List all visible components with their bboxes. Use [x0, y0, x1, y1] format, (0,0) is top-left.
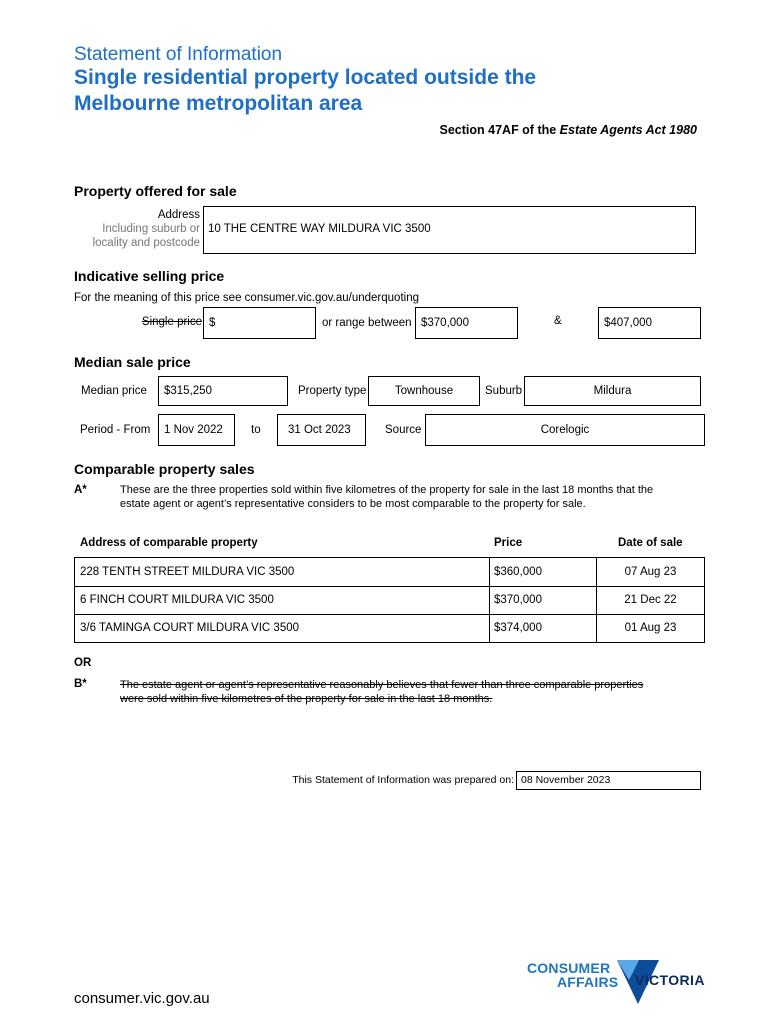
- suburb-value: Mildura: [593, 385, 632, 397]
- single-price-field[interactable]: [203, 307, 316, 339]
- source-value: Corelogic: [540, 424, 590, 436]
- period-to-label: to: [251, 424, 261, 436]
- single-price-value: $: [209, 317, 216, 329]
- option-b-text-line2: were sold within five kilometres of the property for sale in the last 18 months.: [120, 693, 493, 705]
- table-row: [75, 614, 704, 642]
- period-to-field[interactable]: [277, 414, 366, 446]
- row-price: $370,000: [494, 594, 542, 606]
- range-high-field[interactable]: [598, 307, 701, 339]
- address-field[interactable]: [203, 206, 696, 254]
- period-label: Period - From: [80, 424, 151, 436]
- comparable-heading: Comparable property sales: [74, 461, 255, 477]
- row-date: 01 Aug 23: [624, 622, 677, 634]
- period-to-value: 31 Oct 2023: [288, 424, 351, 436]
- comparable-table: [74, 557, 705, 643]
- property-type-field[interactable]: [368, 376, 480, 406]
- row-address: 228 TENTH STREET MILDURA VIC 3500: [80, 566, 295, 578]
- section-act: Estate Agents Act 1980: [559, 123, 697, 137]
- section-reference: [440, 123, 697, 137]
- range-label: or range between: [322, 317, 412, 329]
- prepared-date-field[interactable]: [516, 771, 701, 790]
- row-date: 21 Dec 22: [624, 594, 677, 606]
- range-separator: &: [554, 315, 562, 327]
- median-price-value: $315,250: [164, 385, 212, 397]
- section-prefix: Section 47AF of the: [439, 123, 560, 137]
- option-b-text-line1: The estate agent or agent’s representative reasonably believes that fewer than three comparable properties: [120, 679, 644, 691]
- option-a-marker: A*: [74, 484, 87, 496]
- col-header-date: Date of sale: [618, 537, 683, 549]
- table-row: [75, 558, 704, 586]
- period-from-field[interactable]: [158, 414, 235, 446]
- range-low-field[interactable]: [415, 307, 518, 339]
- median-price-label-cell: [74, 376, 158, 406]
- median-price-field[interactable]: [158, 376, 288, 406]
- property-type-label: Property type: [298, 385, 367, 397]
- period-from-value: 1 Nov 2022: [164, 424, 223, 436]
- median-heading: Median sale price: [74, 354, 191, 370]
- option-a-text-line2: estate agent or agent’s representative considers to be most comparable to the property for sale.: [120, 498, 586, 510]
- address-value: 10 THE CENTRE WAY MILDURA VIC 3500: [208, 223, 431, 235]
- logo-state: VICTORIA: [635, 972, 705, 988]
- source-label: Source: [385, 424, 422, 436]
- table-row: [75, 586, 704, 614]
- document-kicker: Statement of Information: [74, 44, 283, 65]
- prepared-label: This Statement of Information was prepared on:: [292, 774, 514, 786]
- row-address: 6 FINCH COURT MILDURA VIC 3500: [80, 594, 274, 606]
- row-date: 07 Aug 23: [624, 566, 677, 578]
- col-header-price: Price: [494, 537, 523, 549]
- footer-url: consumer.vic.gov.au: [74, 990, 210, 1007]
- col-header-address: Address of comparable property: [80, 537, 258, 549]
- row-address: 3/6 TAMINGA COURT MILDURA VIC 3500: [80, 622, 299, 634]
- range-high-value: $407,000: [604, 317, 652, 329]
- suburb-label: Suburb: [485, 385, 523, 397]
- or-label: OR: [74, 657, 92, 669]
- option-b-marker: B*: [74, 678, 87, 690]
- address-label: Address: [157, 209, 200, 221]
- logo-line1: CONSUMER: [527, 960, 611, 976]
- property-heading: Property offered for sale: [74, 183, 237, 199]
- range-low-value: $370,000: [421, 317, 469, 329]
- prepared-date-value: 08 November 2023: [521, 774, 611, 786]
- single-price-label: Single price: [141, 316, 202, 328]
- consumer-affairs-victoria-logo: [527, 958, 707, 1006]
- row-price: $374,000: [494, 622, 542, 634]
- row-price: $360,000: [494, 566, 542, 578]
- address-label-locality: locality and postcode: [92, 237, 200, 249]
- suburb-field[interactable]: [524, 376, 701, 406]
- address-label-suburb: Including suburb or: [102, 223, 200, 235]
- property-type-value: Townhouse: [394, 385, 454, 397]
- indicative-heading: Indicative selling price: [74, 268, 225, 284]
- median-price-label: Median price: [81, 385, 147, 397]
- source-field[interactable]: [425, 414, 705, 446]
- underquoting-note: For the meaning of this price see consumer.vic.gov.au/underquoting: [74, 292, 419, 304]
- document-title-line2: Melbourne metropolitan area: [74, 92, 363, 115]
- document-title-line1: Single residential property located outside the: [74, 66, 537, 89]
- option-a-text-line1: These are the three properties sold within five kilometres of the property for sale in the last 18 months that the: [120, 484, 654, 496]
- logo-line2: AFFAIRS: [557, 974, 619, 990]
